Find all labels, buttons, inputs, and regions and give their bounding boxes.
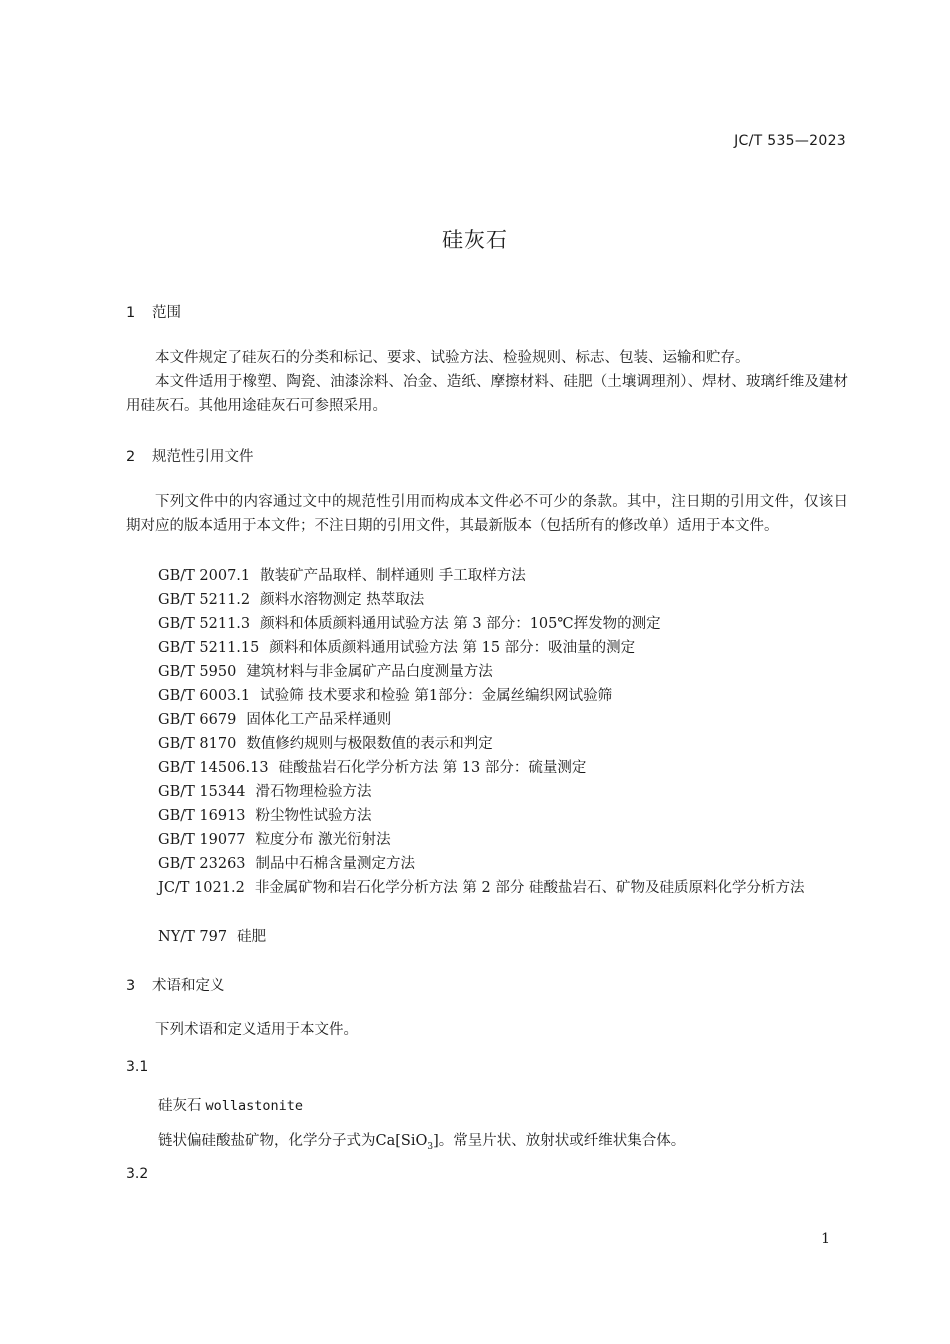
definition-subscript: 3 (427, 1141, 434, 1152)
ref-item (158, 780, 372, 801)
ref-code: GB/T 14506.13 (158, 760, 269, 776)
page-number: 1 (821, 1231, 830, 1247)
ref-title: 粉尘物性试验方法 (255, 808, 372, 824)
ref-item (126, 876, 848, 900)
section-3-intro: 下列术语和定义适用于本文件。 (155, 1022, 358, 1038)
term-english: wollastonite (205, 1098, 304, 1114)
document-title: 硅灰石 (442, 228, 508, 252)
section-number: 2 (126, 449, 136, 465)
section-title: 范围 (152, 305, 181, 321)
clause-number: 3.1 (126, 1059, 149, 1075)
ref-code: JC/T 1021.2 (158, 880, 245, 896)
ref-title: 散装矿产品取样、制样通则 手工取样方法 (260, 568, 526, 584)
ref-title: 固体化工产品采样通则 (246, 712, 392, 728)
section-number: 1 (126, 305, 136, 321)
section-title: 术语和定义 (152, 978, 225, 994)
section-2-intro: 下列文件中的内容通过文中的规范性引用而构成本文件必不可少的条款。其中，注日期的引用文件，仅该日期对应的版本适用于本文件；不注日期的引用文件，其最新版本（包括所有的修改单）适用于本文件。 (126, 494, 848, 534)
term-entry (158, 1094, 303, 1115)
section-3-heading (126, 974, 225, 995)
ref-code: GB/T 6003.1 (158, 688, 251, 704)
term-definition (158, 1129, 685, 1152)
section-number: 3 (126, 978, 136, 994)
ref-item (158, 852, 415, 873)
section-1-paragraph-1: 本文件规定了硅灰石的分类和标记、要求、试验方法、检验规则、标志、包装、运输和贮存。 (155, 350, 750, 366)
ref-title: 非金属矿物和岩石化学分析方法 第 2 部分 硅酸盐岩石、矿物及硅质原料化学分析方法 (254, 880, 805, 896)
ref-title: 数值修约规则与极限数值的表示和判定 (246, 736, 493, 752)
ref-title: 滑石物理检验方法 (255, 784, 372, 800)
ref-title: 建筑材料与非金属矿产品白度测量方法 (246, 664, 493, 680)
ref-code: GB/T 5950 (158, 664, 237, 680)
ref-item (158, 660, 493, 681)
ref-code: NY/T 797 (158, 929, 228, 945)
ref-item (158, 636, 635, 657)
ref-item (158, 925, 266, 946)
ref-title: 试验筛 技术要求和检验 第1部分：金属丝编织网试验筛 (260, 688, 613, 704)
ref-title: 硅酸盐岩石化学分析方法 第 13 部分：硫量测定 (278, 760, 587, 776)
ref-title: 制品中石棉含量测定方法 (255, 856, 416, 872)
ref-item (158, 684, 612, 705)
ref-item (158, 708, 391, 729)
definition-text: 链状偏硅酸盐矿物，化学分子式为Ca[SiO (158, 1133, 428, 1149)
section-2-heading (126, 445, 254, 466)
standard-number: JC/T 535—2023 (734, 133, 846, 149)
ref-code: GB/T 5211.3 (158, 616, 251, 632)
ref-code: GB/T 5211.2 (158, 592, 251, 608)
ref-title: 颜料和体质颜料通用试验方法 第 15 部分：吸油量的测定 (269, 640, 636, 656)
ref-item (158, 732, 493, 753)
ref-item (158, 828, 391, 849)
ref-code: GB/T 8170 (158, 736, 237, 752)
ref-title: 颜料和体质颜料通用试验方法 第 3 部分：105℃挥发物的测定 (260, 616, 661, 632)
section-1-heading (126, 301, 181, 322)
ref-code: GB/T 16913 (158, 808, 246, 824)
ref-code: GB/T 2007.1 (158, 568, 251, 584)
ref-title: 粒度分布 激光衍射法 (255, 832, 391, 848)
section-title: 规范性引用文件 (152, 449, 254, 465)
ref-code: GB/T 19077 (158, 832, 246, 848)
ref-item (158, 756, 586, 777)
ref-item (158, 804, 372, 825)
ref-item (158, 588, 424, 609)
ref-code: GB/T 5211.15 (158, 640, 260, 656)
ref-item (158, 612, 661, 633)
ref-title: 颜料水溶物测定 热萃取法 (260, 592, 425, 608)
definition-text-end: ]。常呈片状、放射状或纤维状集合体。 (433, 1133, 686, 1149)
ref-code: GB/T 15344 (158, 784, 246, 800)
clause-number: 3.2 (126, 1166, 149, 1182)
ref-code: GB/T 23263 (158, 856, 246, 872)
section-1-paragraph-2: 本文件适用于橡塑、陶瓷、油漆涂料、冶金、造纸、摩擦材料、硅肥（土壤调理剂）、焊材、玻璃纤维及建材用硅灰石。其他用途硅灰石可参照采用。 (126, 374, 848, 414)
term-chinese: 硅灰石 (158, 1098, 202, 1114)
ref-code: GB/T 6679 (158, 712, 237, 728)
ref-title: 硅肥 (237, 929, 267, 945)
ref-item (158, 564, 526, 585)
